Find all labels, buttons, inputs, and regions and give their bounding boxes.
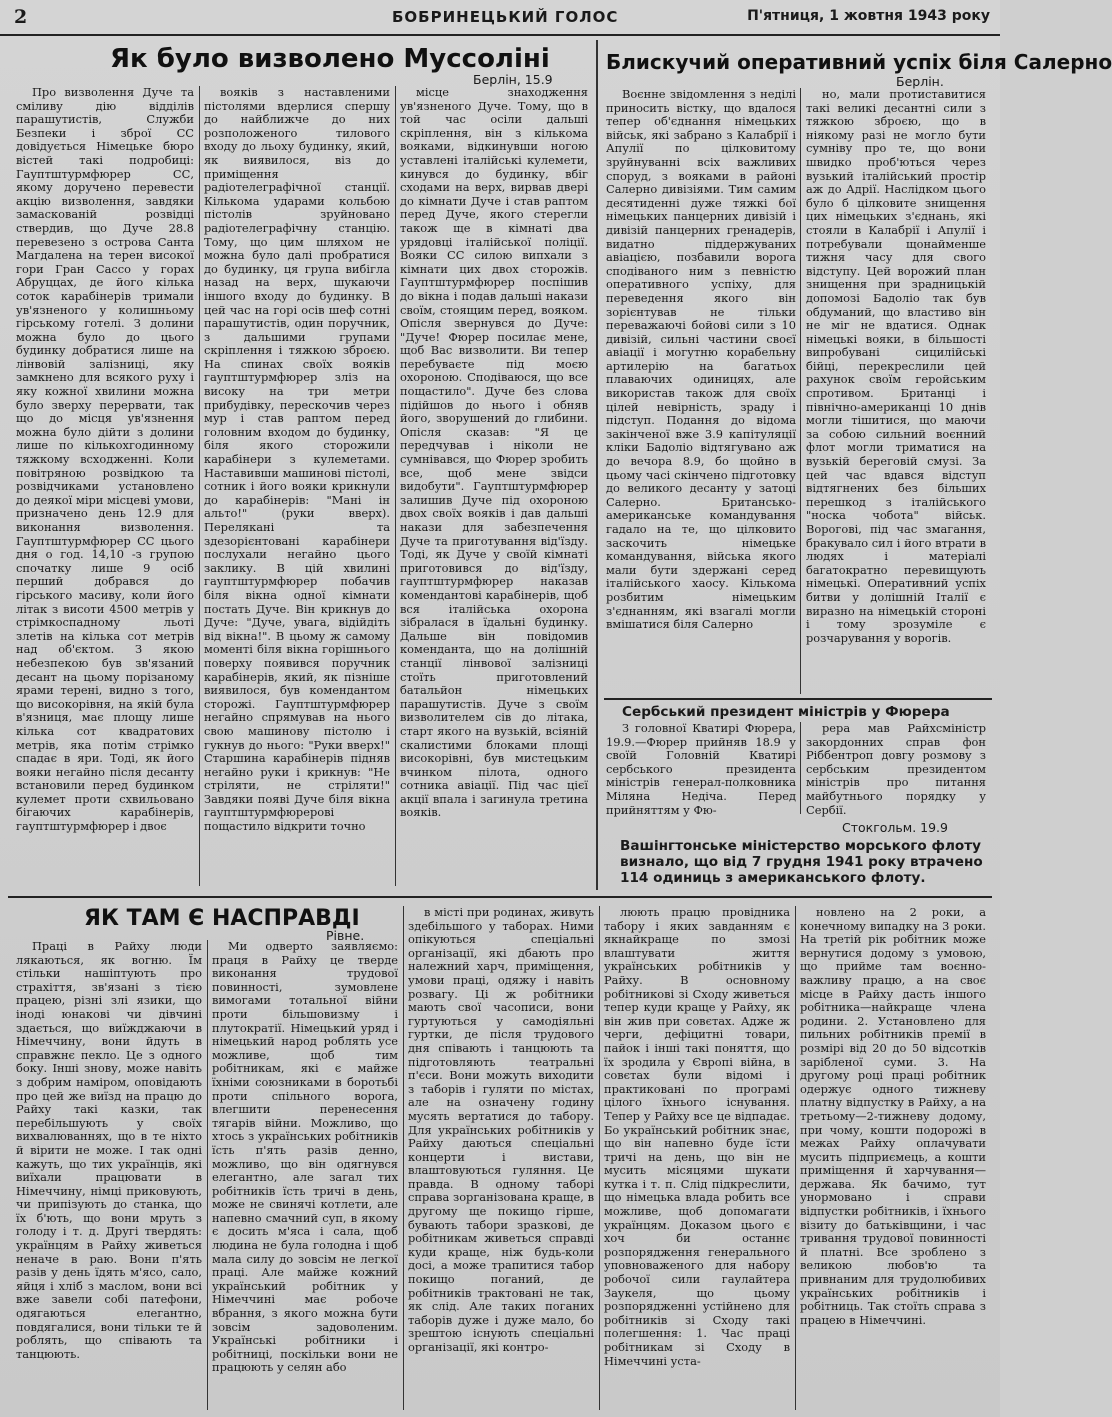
salerno-dateline: Берлін. (896, 74, 944, 89)
column-divider (199, 86, 200, 886)
masthead (0, 0, 1000, 36)
salerno-headline: Блискучий оперативний успіх біля Салерно (606, 50, 1112, 74)
rivne-column-1: Праці в Райху люди лякаються, як вогню. Їм стільки нашіптують про страхіття, зв'язані з тією працею, різні злі язики, що іноді юнакові чи дівчині здається, що виїжджаючи в Німеччину, вони йдуть в справжнє пекло. Це з одного боку. Інші знову, може навіть з добрим наміром, оповідають про цей же виїзд на працю до Райху такі казки, так перебільшують у своїх вихвалюваннях, що в те ніхто й вірити не може. І так одні кажуть, що тих українців, які виїхали працювати в Німеччину, німці приковують, чи припізують до станка, що їх б'ють, що вони мруть з голоду і т. д. Другі твердять: українцям в Райху живеться неначе в раю. Вони п'ять разів у день їдять м'ясо, сало, яйця і хліб з маслом, вони всі вже завели собі патефони, одягаються елегантно, повдягалися, вони тільки те й роблять, що співають та танцюють. (16, 939, 202, 1361)
mussolini-column-1: Про визволення Дуче та сміливу дію відділів парашутистів, Служби Безпеки і зброї СС довідується Німецьке бюро вістей такі подробиці: Гауптштурмфюрер СС, якому доручено перевести акцію визволення, завдяки замаскованій розвідці ствердив, що Дуче 28.8 перевезено з острова Санта Магдалена на терен високої гори Гран Сассо у горах Абруццах, де його кілька соток карабінерів тримали ув'язненого у колишньому гірському готелі. З долини можна було до цього будинку добратися лише на лінвовій залізниці, яку замкнено для всякого руху і яку кожної хвилини можна було зверху перервати, так що до місця ув'язнення можна було дійти з долини лише по кількохгодинному тяжкому всходженні. Коли повітряною розвідкою та розвідчиками установлено до деякої міри місцеві умови, призначено день 12.9 для виконання визволення. Гауптштурмфюрер СС цього дня о год. 14,10 -з групою спочатку лише 9 осіб перший добрався до гірського масиву, коли його літак з висоти 4500 метрів у стрімкоспадному льоті злетів на кілька сот метрів над об'єктом. З якою небезпекою був зв'язаний десант на цьому порізаному ярами терені, видно з того, що високорівня, на якій була в'язниця, має площу лише кілька сот квадратових метрів, яка потім стрімко спадає в яри. Тоді, як його вояки негайно після десанту встановили перед будинком кулемет проти схвильовано бігаючих карабінерів, гауптштурмфюрер і двоє (16, 85, 194, 834)
mussolini-column-3: місце знаходження ув'язненого Дуче. Тому, що в той час осіли дальші скріплення, він з кількома вояками, відкинувши ногою уставлені італійські кулемети, кинувся до будинку, вбіг сходами на верх, вирвав двері до кімнати Дуче і став раптом перед Дуче, якого стерегли також ще в кімнаті два урядовці італійської поліції. Вояки СС силою випхали з кімнати цих двох сторожів. Гауптштурмфюрер поспішив до вікна і подав дальші накази своїм, стоящим перед, вояком. Опісля звернувся до Дуче: "Дуче! Фюрер посилає мене, щоб Вас визволити. Ви тепер перебуваєте під моєю охороною. Сподіваюся, що все пощастило". Дуче без слова підійшов до нього і обняв його, зворушений до глибини. Опісля сказав: "Я це передчував і ніколи не сумнівався, що Фюрер зробить все, щоб мене звідси видобути". Гауптштурмфюрер залишив Дуче під охороною двох своїх вояків і дав дальші накази для забезпечення Дуче та приготування від'їзду. Тоді, як Дуче у своїй кімнаті приготовився до від'їзду, гауптштурмфюрер наказав комендантові карабінерів, щоб вся італійська охорона зібралася в їдальні будинку. Дальше він повідомив коменданта, що на долішній станції лінвової залізниці стоїть приготовлений батальйон німецьких парашутистів. Дуче з своїм визволителем сів до літака, старт якого на вузькій, всіяній скалистими блоками площі високорівні, був мистецьким вчинком пілота, одного сотника авіації. Під час цієї акції впала і загинула третина вояків. (400, 85, 588, 820)
column-divider (800, 88, 801, 694)
rivne-column-2: Ми одверто заявляємо: праця в Райху це тверде виконання трудової повинності, зумовлене вимогами тотальної війни проти більшовизму і плутократії. Німецький уряд і німецький народ роблять усе можливе, щоб тим робітникам, які є майже їхніми союзниками в боротьбі проти спільного ворога, влегшити перенесення тягарів війни. Можливо, що хтось з українських робітників їсть п'ять разів денно, можливо, що він одягнувся елегантно, але загал тих робітників їсть тричі в день, може не свинячі котлети, але напевно смачний суп, в якому є досить м'яса і сала, щоб людина не була голодна і щоб мала силу до зовсім не легкої праці. Але майже кожний український робітник у Німеччині має робоче вбрання, з якого можна бути зовсім задоволеним. Українські робітники і робітниці, поскільки вони не працюють у селян або (212, 939, 398, 1375)
salerno-column-2: но, мали протиставитися такі великі десантні сили з тяжкою зброєю, що в ніякому разі не могло бути сумніву про те, що вони швидко проб'ються через вузький італійський простір аж до Адрії. Наслідком цього було б цілковите знищення цих німецьких з'єднань, які стояли в Калабрії і Апулії і потребували щонайменше тижня часу для свого відступу. Цей ворожий план знищення при зрадницькій допомозі Бадоліо так був обдуманий, що властиво він не міг не вдатися. Однак німецькі вояки, в більшості випробувані сицилійські бійці, перекреслили цей рахунок своїм геройським спротивом. Британці і північно-американці 10 днів могли тішитися, що маючи за собою сильний воєнний флот могли триматися на вузькій береговій смузі. За цей час вдався відступ відтягнених без більших перешкод з італійського "носка чобота" військ. Ворогові, під час змагання, бракувало сил і його втрати в людях і матеріалі багатократно перевищують німецькі. Оперативний успіх битви у долішній Італії є виразно на німецькій стороні і тому зрозуміле є розчарування у ворогів. (806, 87, 986, 645)
column-divider (800, 722, 801, 814)
column-divider (599, 906, 600, 1410)
column-divider (207, 940, 208, 1410)
mussolini-column-2: вояків з наставленими пістолями вдерлися спершу до найближче до них розположеного тилового входу до льоху будинку, який, як виявилося, віз до приміщення радіотелеграфічної станції. Кількома ударами кольбою пістолів зруйновано радіотелеграфічну станцію. Тому, що цим шляхом не можна було далі пробратися до будинку, ця група вибігла назад на верх, шукаючи іншого входу до будинку. В цей час на горі осів шеф сотні парашутистів, один поручник, з дальшими групами скріплення і тяжкою зброєю. На спинах своїх вояків гауптштурмфюрер зліз на високу на три метри прибудівку, перескочив через мур і став раптом перед головним входом до будинку, біля якого сторожили карабінери з кулеметами. Наставивши машинові пістолі, сотник і його вояки крикнули до карабінерів: "Мані ін альто!" (руки вверх). Переляканi та здезорієнтовані карабінери послухали негайно цього заклику. В цій хвилині гауптштурмфюрер побачив біля вікна одної кімнати постать Дуче. Він крикнув до Дуче: "Дуче, увага, відійдіть від вікна!". В цьому ж самому моменті біля вікна горішнього поверху появився поручник карабінерів, який, як пізніше виявилося, був комендантом сторожі. Гауптштурмфюрер негайно спрямував на нього свою машинову пістолю і гукнув до нього: "Руки вверх!" Старшина карабінерів підняв негайно руки і крикнув: "Не стріляти, не стріляти!" Завдяки появі Дуче біля вікна гауптштурмфюрерові пощастило відкрити точно (204, 85, 390, 834)
column-divider (403, 906, 404, 1410)
rivne-headline: ЯК ТАМ Є НАСПРАВДІ (84, 906, 360, 931)
usnavy-dateline: Стокгольм. 19.9 (842, 820, 948, 835)
serbia-column-2: рера мав Райхсміністр закордонних справ фон Ріббентроп довгу розмову з сербським президентом міністрів про питання майбутнього порядку у Сербії. (806, 721, 986, 817)
issue-date: П'ятниця, 1 жовтня 1943 року (747, 8, 990, 24)
salerno-column-1: Воєнне звідомлення з неділі приносить вістку, що вдалося тепер об'єднання німецьких військ, які забрано з Калабрії і Апулії по цілковитому зруйнуванні всіх важливих споруд, з вояками в районі Салерно дивізіями. Тим самим десятиденні дуже тяжкі бої німецьких панцерних дивізій і дивізій панцерних гренадерів, видатно піддержуваних авіацією, позбавили ворога сподіваного ним з певністю оперативного успіху, для переведення якого він зорієнтував не тільки переважаючі бойові сили з 10 дивізій, сильні частини своєї авіації і могутню корабельну артилерію на багатьох плаваючих одиницях, але використав також для своїх цілей невірність, зраду і підступ. Подання до відома закінченої вже 3.9 капітуляції кліки Бадоліо відтягувано аж до вечора 8.9, бо щойно в цьому часі скінчено підготовку до великого десанту у затоці Салерно. Британсько-американське командування гадало на те, що цілковито заскочить німецьке командування, війська якого мали бути здержані серед італійського хаосу. Кількома розбитим німецьким з'єднанням, які взагалі могли вмішатися біля Салерно (606, 87, 796, 632)
section-divider (8, 896, 992, 898)
mussolini-dateline: Берлін, 15.9 (473, 72, 553, 87)
paper-name: БОБРИНЕЦЬКИЙ ГОЛОС (392, 8, 619, 26)
usnavy-news: Вашінгтонське міністерство морського флоту визнало, що від 7 грудня 1941 року втрачено 114 одиниць з американського флоту. (620, 838, 983, 886)
mussolini-headline: Як було визволено Муссоліні (110, 44, 550, 74)
serbia-headline: Сербський президент міністрів у Фюрера (622, 704, 950, 720)
rivne-column-5: новлено на 2 роки, а конечному випадку на 3 роки. На третій рік робітник може вернутися додому з умовою, що прийме там воєнно-важливу працю, а на своє місце в Райху дасть іншого робітника—найкраще члена родини. 2. Установлено для пильних робітників премії в розмірі від 20 до 50 відсотків зарібленої суми. 3. На другому році праці робітник одержує одного тижневу платну відпустку в Райху, а на третьому—2-тижневу додому, при чому, кошти подорожі в межах Райху оплачувати мусить підприємець, а кошти приміщення й харчування—держава. Як бачимо, тут унормовано і справи відпустки робітників, і їхнього візиту до батьківщини, і час тривання трудової повинності й платні. Все зроблено з великою любов'ю та привнаним для трудолюбивих українських робітників і робітниць. Так стоїть справа з працею в Німеччині. (800, 905, 986, 1327)
rivne-column-4: люють працю провідника табору і яких завданням є якнайкраще по змозі влаштувати життя українських робітників у Райху. В основному робітникові зі Сходу живеться тепер куди краще у Райху, як він жив при совєтах. Адже ж черги, дефіцитні товари, пайок і інші такі поняття, що їх зродила у Європі війна, в совєтах були відомі і практиковані по програмі цілого їхнього існування. Тепер у Райху все це відпадає. Бо український робітник знає, що він напевно буде їсти тричі на день, що він не мусить місяцями шукати кутка і т. п. Слід підкреслити, що німецька влада робить все можливе, щоб допомагати українцям. Доказом цього є хоч би останнє розпорядження генерального уповноваженого для набору робочої сили гаулайтера Заукеля, що цьому розпорядженні устійнено для робітників зі Сходу такі полегшення: 1. Час праці робітникам зі Сходу в Німеччині уста- (604, 905, 790, 1368)
serbia-column-1: З головної Кватирі Фюрера, 19.9.—Фюрер прийняв 18.9 у своїй Головній Кватирі сербського президента міністрів генерал-полковника Міляна Недіча. Перед прийняттям у Фю- (606, 721, 796, 817)
rivne-column-3: в місті при родинах, живуть здебільшого у таборах. Ними опікуються спеціальні організації, які дбають про належний харч, приміщення, умови праці, одяжу і навіть розвагу. Ці ж робітники мають свої часописи, вони гуртуються у самодіяльні гуртки, де після трудового дня співають і танцюють та підготовляють театральні п'єси. Вони можуть виходити з таборів і гуляти по містах, але на означену годину мусять вертатися до табору. Для українських робітників у Райху даються спеціальні концерти і вистави, влаштовуються гуляння. Це правда. В одному таборі справа зорганізована краще, в другому ще покищо гірше, бувають табори зразкові, де робітникам живеться справді куди краще, ніж будь-коли досі, а може трапитися табор покищо поганий, де робітників трактовані не так, як слід. Але таких поганих таборів дуже і дуже мало, бо зрештою існують спеціальні організації, які контро- (408, 905, 594, 1354)
rivne-dateline: Рівне. (326, 928, 365, 943)
section-divider (596, 40, 598, 890)
section-divider (604, 698, 992, 700)
column-divider (795, 906, 796, 1410)
page-number: 2 (14, 6, 28, 28)
column-divider (395, 86, 396, 886)
